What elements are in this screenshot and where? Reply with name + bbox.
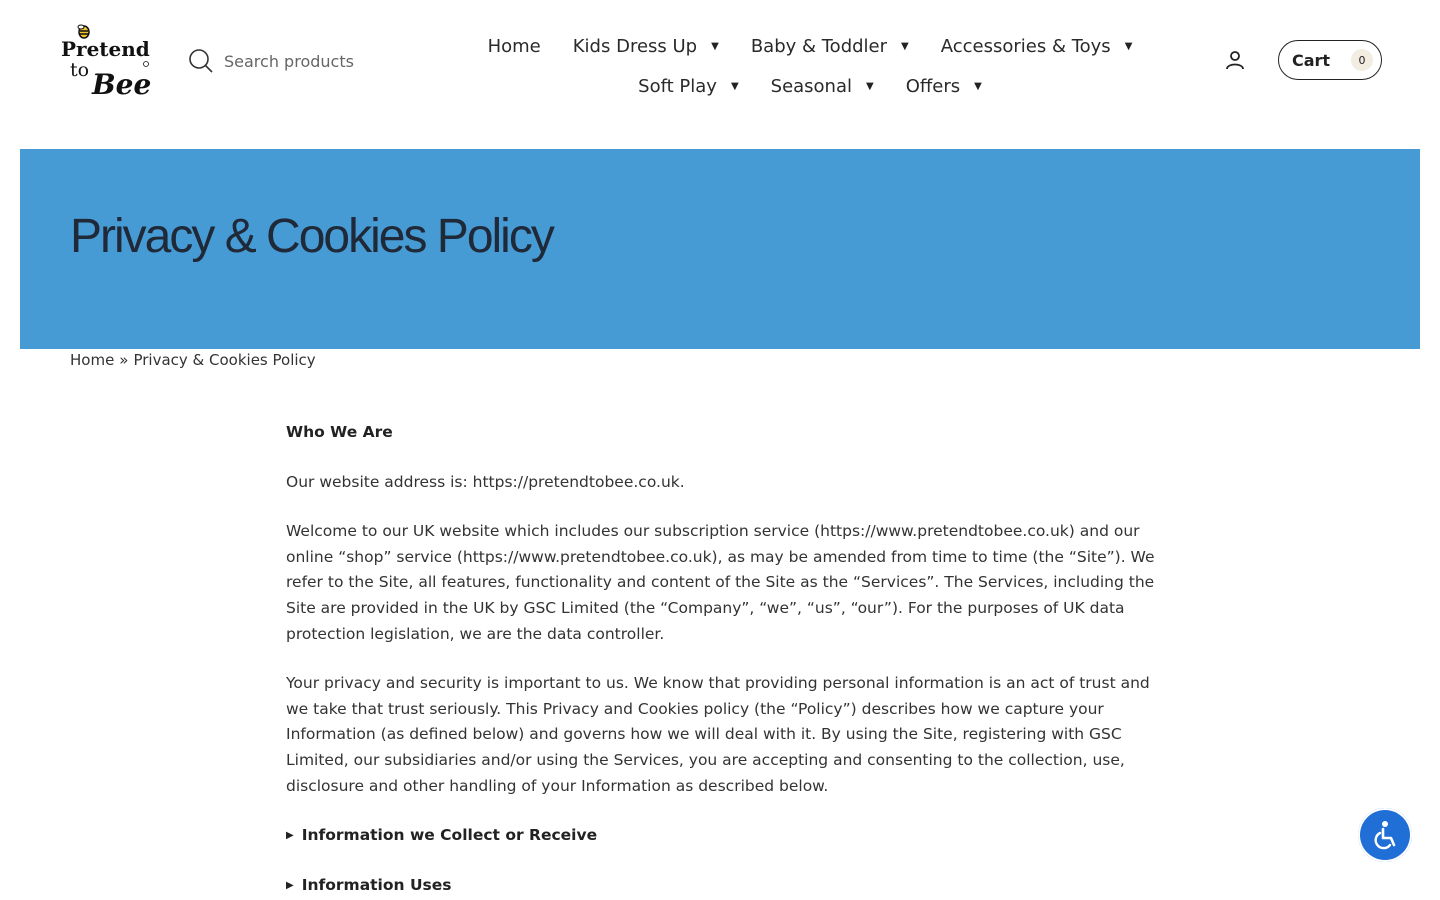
policy-paragraph: Our website address is: https://pretendtobee.co.uk. <box>286 472 685 491</box>
cart-button[interactable] <box>1278 40 1382 80</box>
accessibility-icon <box>1368 818 1402 852</box>
page-title: Privacy & Cookies Policy <box>70 210 553 263</box>
pretend-to-bee-logo <box>60 24 152 100</box>
svg-text:Pretend: Pretend <box>61 37 150 61</box>
cart-label: Cart <box>1292 50 1331 70</box>
breadcrumb-current: Privacy & Cookies Policy <box>133 351 316 369</box>
caret-down-icon: ▼ <box>866 80 874 92</box>
nav-row-1 <box>470 26 1150 66</box>
policy-content <box>286 420 1166 900</box>
accessibility-button[interactable] <box>1358 808 1412 862</box>
caret-down-icon: ▼ <box>901 40 909 52</box>
details-summary: Information we Collect or Receive <box>301 826 598 845</box>
svg-text:to: to <box>70 59 90 81</box>
details-summary: Information Uses <box>301 875 452 894</box>
search-input[interactable] <box>224 52 444 71</box>
expand-triangle-icon: ▶ <box>286 879 294 891</box>
search-icon[interactable] <box>188 48 214 74</box>
nav-item-soft-play[interactable]: Soft Play ▼ <box>638 75 739 97</box>
page-hero <box>20 149 1420 349</box>
caret-down-icon: ▼ <box>730 80 739 92</box>
breadcrumb-separator: » <box>119 351 129 369</box>
main-navigation <box>470 26 1150 106</box>
nav-item-seasonal[interactable]: Seasonal ▼ <box>770 75 874 97</box>
svg-text:Bee: Bee <box>92 68 152 100</box>
details-information-collect[interactable] <box>286 823 1166 849</box>
nav-item-kids-dress-up[interactable]: Kids Dress Up ▼ <box>572 35 719 57</box>
policy-paragraph: Welcome to our UK website which includes our subscription service (https://www.pretendtobee.co.uk) and our online “shop” service (https://www.pretendtobee.co.uk), as may be amended from time to time (the “Site”). We refer to the Site, all features, functionality and content of the Site as the “Services”. The Services, including the Site are provided in the UK by GSC Limited (the “Company”, “we”, “us”, “our”). For the purposes of UK data protection legislation, we are the data controller. <box>286 522 1155 643</box>
site-logo[interactable] <box>60 24 152 100</box>
nav-item-home[interactable]: Home <box>487 35 541 57</box>
cart-count-badge: 0 <box>1351 49 1373 71</box>
caret-down-icon: ▼ <box>974 80 982 92</box>
nav-item-baby-toddler[interactable]: Baby & Toddler ▼ <box>750 35 909 57</box>
site-header <box>0 0 1440 148</box>
breadcrumb-home-link[interactable]: Home <box>70 351 115 369</box>
caret-down-icon: ▼ <box>711 40 719 52</box>
section-heading: Who We Are <box>286 423 393 441</box>
caret-down-icon: ▼ <box>1124 40 1133 52</box>
nav-row-2 <box>470 66 1150 106</box>
details-information-uses[interactable] <box>286 873 1166 899</box>
user-icon[interactable] <box>1224 49 1246 71</box>
nav-item-offers[interactable]: Offers ▼ <box>905 75 982 97</box>
nav-item-accessories-toys[interactable]: Accessories & Toys ▼ <box>940 35 1133 57</box>
search-bar <box>188 46 448 76</box>
policy-paragraph: Your privacy and security is important to us. We know that providing personal information is an act of trust and we take that trust seriously. This Privacy and Cookies policy (the “Policy”) describes how we capture your Information (as defined below) and governs how we will deal with it. By using the Site, registering with GSC Limited, our subsidiaries and/or using the Services, you are accepting and consenting to the collection, use, disclosure and other handling of your Information as described below. <box>286 674 1150 795</box>
breadcrumb <box>70 351 316 369</box>
expand-triangle-icon: ▶ <box>286 830 294 842</box>
